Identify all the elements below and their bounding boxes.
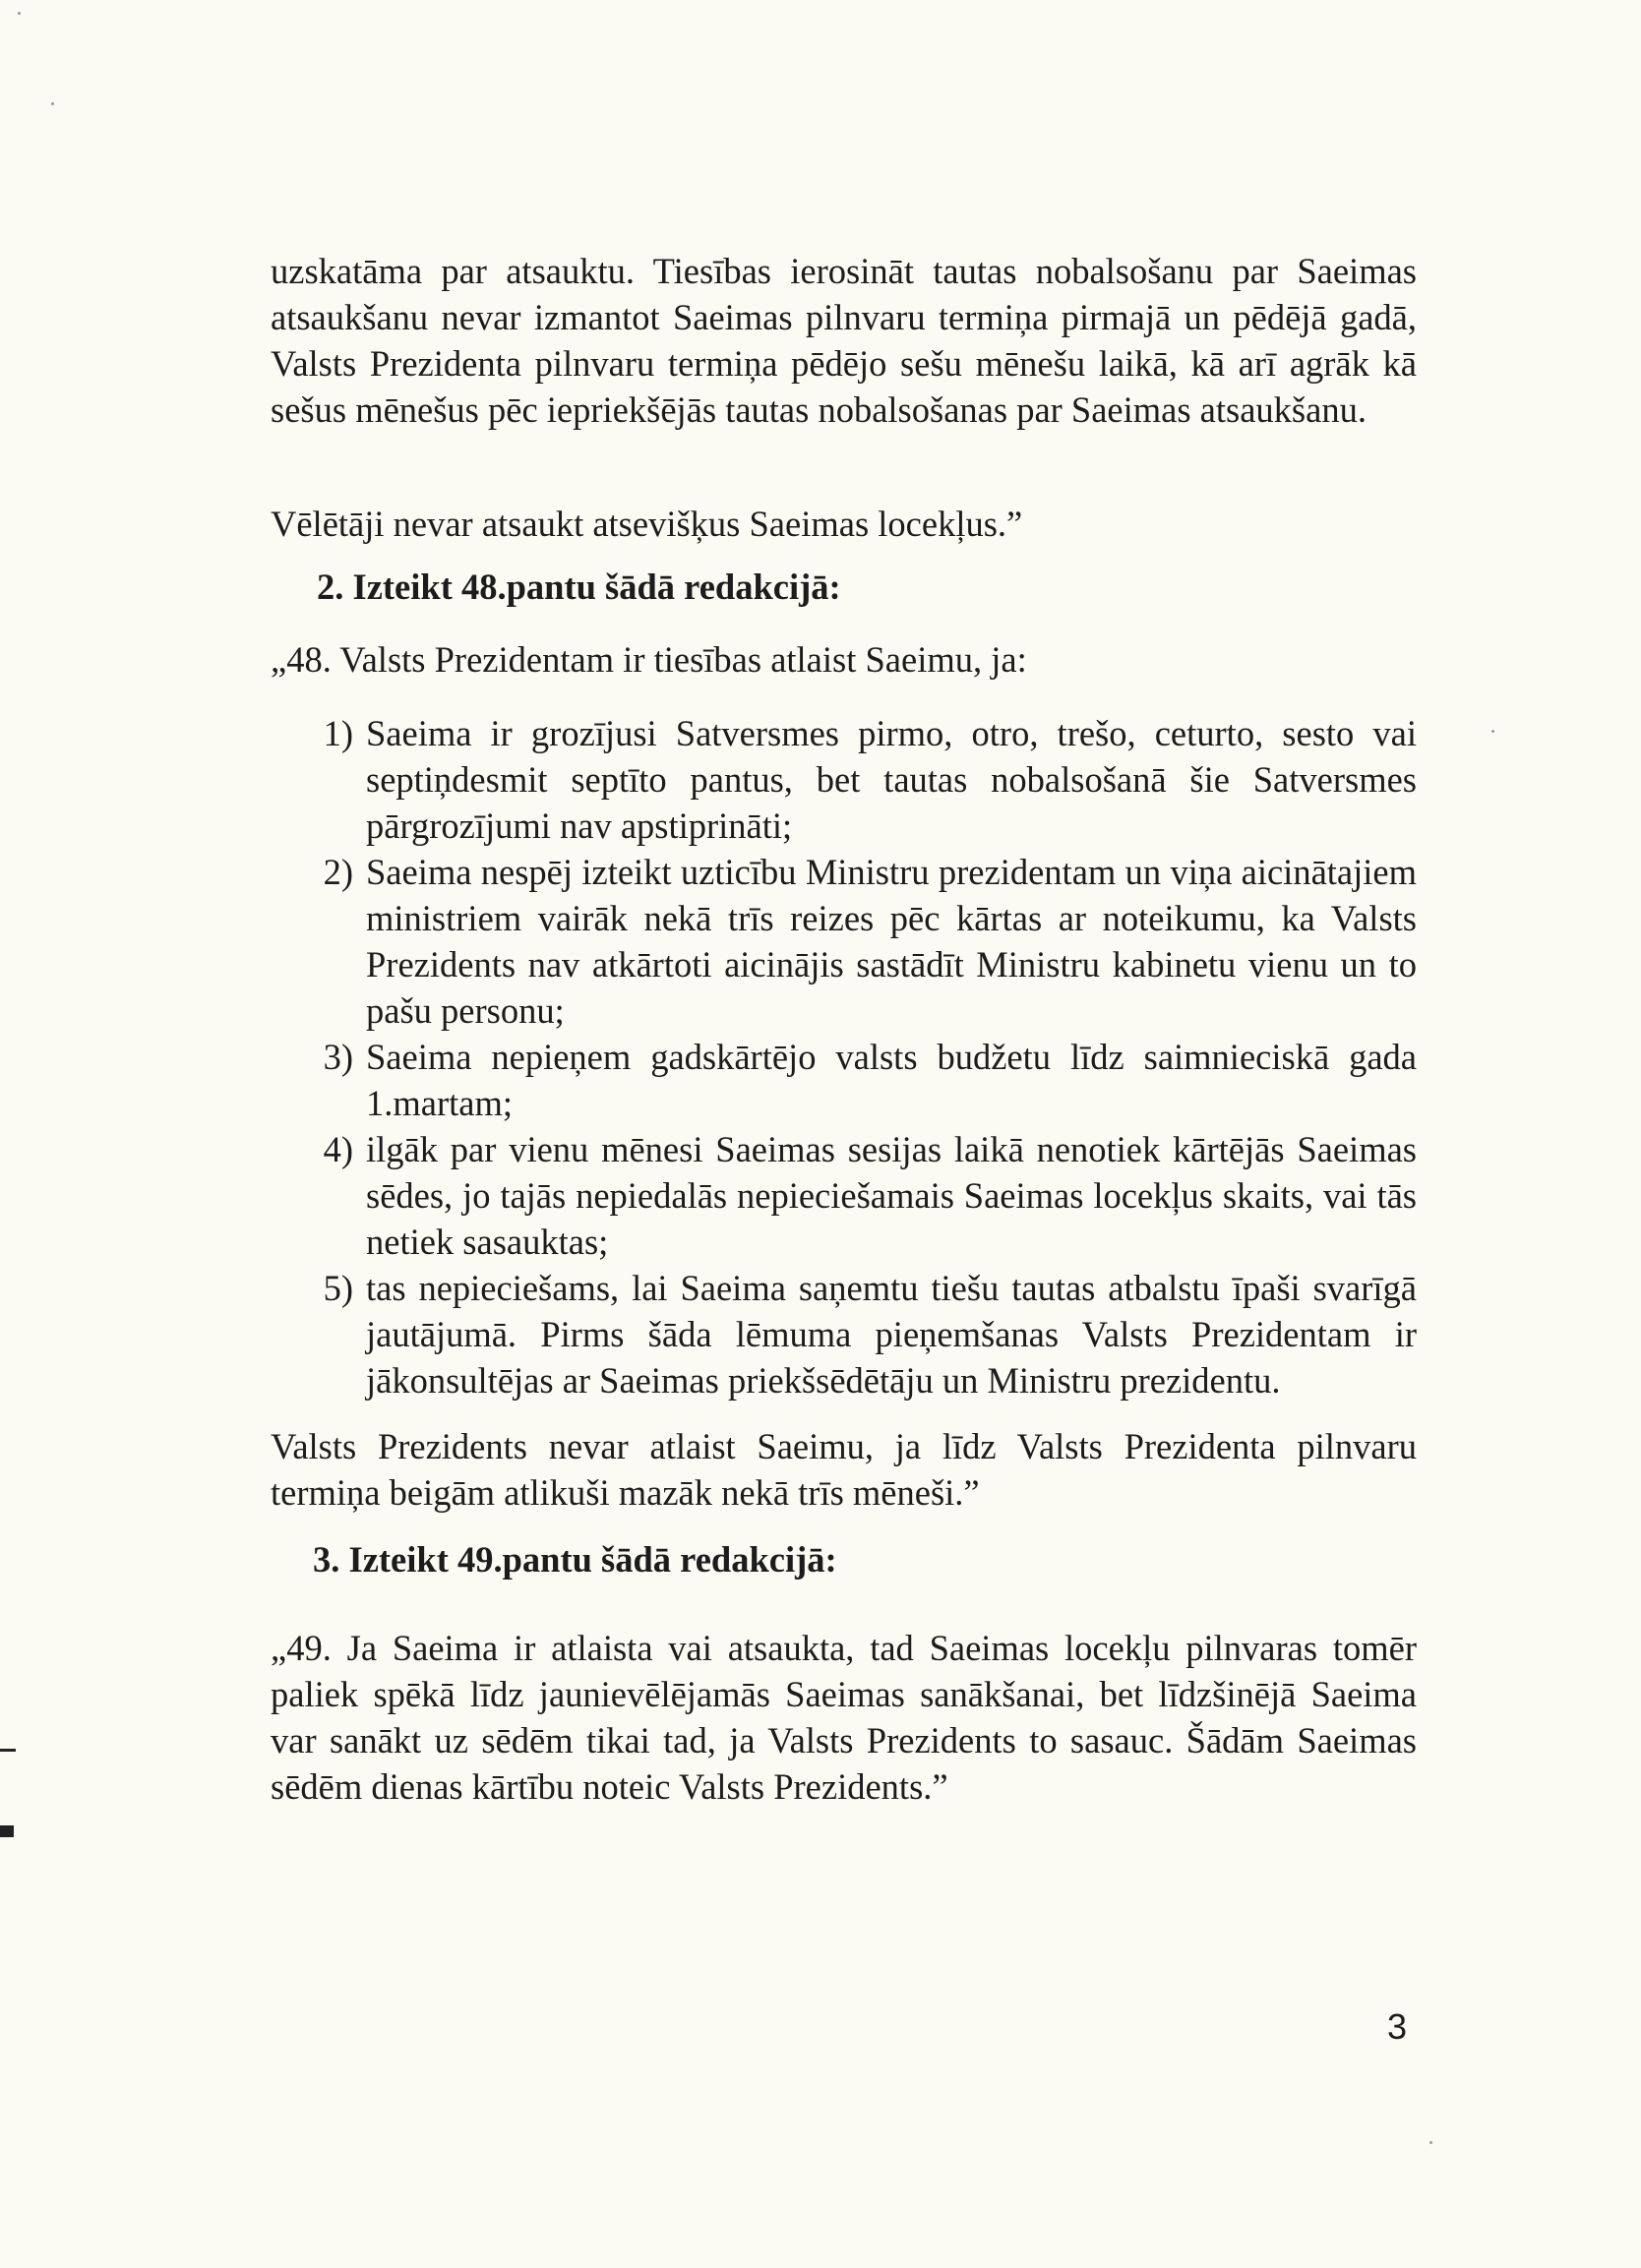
list-item-text: Saeima nespēj izteikt uzticību Ministru prezidentam un viņa aicinātajiem ministriem vairāk nekā trīs reizes pēc kārtas ar noteikumu, ka Valsts Prezidents nav atkārtoti aicinājis sastādīt Ministru kabinetu vienu un to pašu personu;	[366, 852, 1417, 1031]
list-item	[271, 1126, 1417, 1265]
list-item-number: 4)	[323, 1129, 353, 1169]
list-item-number: 1)	[323, 713, 353, 753]
scan-edge-mark	[0, 1749, 16, 1752]
list-item-number: 5)	[323, 1268, 353, 1308]
list-item	[271, 710, 1417, 849]
page-number: 3	[1386, 2006, 1407, 2047]
list-item-text: Saeima nepieņem gadskārtējo valsts budžetu līdz saimnieciskā gada 1.martam;	[366, 1037, 1417, 1123]
list-item	[271, 1265, 1417, 1403]
heading-amend-article-48: 2. Izteikt 48.pantu šādā redakcijā:	[317, 567, 841, 607]
list-item-text: tas nepieciešams, lai Saeima saņemtu tiešu tautas atbalstu īpaši svarīgā jautājumā. Pirms šāda lēmuma pieņemšanas Valsts Prezidentam ir jākonsultējas ar Saeimas priekšsēdētāju un Ministru prezidentu.	[366, 1268, 1417, 1401]
heading-amend-article-49: 3. Izteikt 49.pantu šādā redakcijā:	[313, 1539, 837, 1580]
list-item	[271, 1034, 1417, 1126]
article-48-list	[271, 710, 1417, 1403]
list-item	[271, 849, 1417, 1034]
scan-edge-mark	[0, 1825, 14, 1837]
paragraph-voters-recall: Vēlētāji nevar atsaukt atsevišķus Saeimas locekļus.”	[271, 504, 1023, 544]
scan-speck	[1491, 730, 1494, 733]
list-item-number: 2)	[323, 852, 353, 892]
article-48-closing: Valsts Prezidents nevar atlaist Saeimu, ja līdz Valsts Prezidenta pilnvaru termiņa beigām atlikuši mazāk nekā trīs mēneši.”	[271, 1426, 1417, 1513]
scan-speck	[1429, 2141, 1432, 2144]
list-item-text: ilgāk par vienu mēnesi Saeimas sesijas laikā nenotiek kārtējās Saeimas sēdes, jo tajās nepiedalās nepieciešamais Saeimas locekļus skaits, vai tās netiek sasauktas;	[366, 1129, 1417, 1262]
paragraph-recall-rights: uzskatāma par atsauktu. Tiesības ierosināt tautas nobalsošanu par Saeimas atsaukšanu nevar izmantot Saeimas pilnvaru termiņa pirmajā un pēdējā gadā, Valsts Prezidenta pilnvaru termiņa pēdējo sešu mēnešu laikā, kā arī agrāk kā sešus mēnešus pēc iepriekšējās tautas nobalsošanas par Saeimas atsaukšanu.	[271, 251, 1417, 430]
list-item-text: Saeima ir grozījusi Satversmes pirmo, otro, trešo, ceturto, sesto vai septiņdesmit septīto pantus, bet tautas nobalsošanā šie Satversmes pārgrozījumi nav apstiprināti;	[366, 713, 1417, 846]
scan-speck	[51, 102, 54, 105]
article-49-text: „49. Ja Saeima ir atlaista vai atsaukta, tad Saeimas locekļu pilnvaras tomēr paliek spēkā līdz jaunievēlējamās Saeimas sanākšanai, bet līdzšinējā Saeima var sanākt uz sēdēm tikai tad, ja Valsts Prezidents to sasauc. Šādām Saeimas sēdēm dienas kārtību noteic Valsts Prezidents.”	[271, 1628, 1417, 1807]
scan-speck	[18, 12, 21, 15]
list-item-number: 3)	[323, 1037, 353, 1077]
article-48-intro: „48. Valsts Prezidentam ir tiesības atlaist Saeimu, ja:	[271, 639, 1027, 680]
